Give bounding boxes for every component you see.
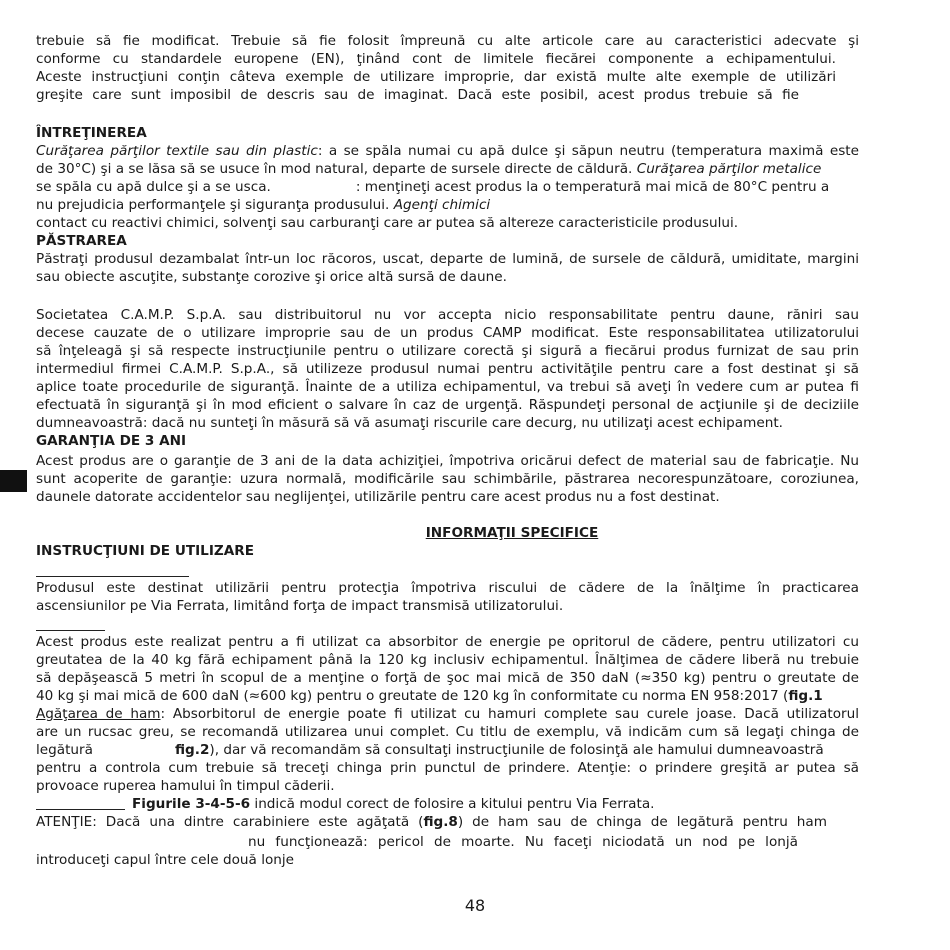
harness-line: are un rucsac greu, se recomandă utilizarea unui complet. Cu titlu de exemplu, vă indicăm cum să legaţi chinga de <box>36 724 859 740</box>
temperature-text: nu prejudicia performanţele şi siguranţa produsului. <box>36 197 390 213</box>
figures-text: indică modul corect de folosire a kitului pentru Via Ferrata. <box>250 796 655 812</box>
maintenance-line <box>36 178 859 196</box>
metal-text: se spăla cu apă dulce şi a se usca. <box>36 179 271 195</box>
liability-line: intermediul firmei C.A.M.P. S.p.A., să utilizeze produsul numai pentru activităţile pentru care a fost destinat şi să <box>36 361 859 377</box>
maintenance-line <box>36 142 859 160</box>
temperature-text: : menţineţi acest produs la o temperatură mai mică de 80°C pentru a <box>355 179 830 195</box>
warranty-line: sunt acoperite de garanţie: uzura normală, modificările sau schimbările, păstrarea necorespunzătoare, coroziunea, <box>36 471 859 487</box>
blank-rule <box>36 576 189 577</box>
warning-text: ATENŢIE: Dacă una dintre carabiniere este agăţată ( <box>36 814 424 830</box>
warranty-heading: GARANŢIA DE 3 ANI <box>36 433 187 449</box>
harness-line: provoace ruperea hamului în timpul căderii. <box>36 778 335 794</box>
absorber-line <box>36 687 859 705</box>
purpose-line: Produsul este destinat utilizării pentru protecţia împotriva riscului de cădere de la înălţime în practicarea <box>36 580 859 596</box>
fig1-ref: fig.1 <box>788 688 823 704</box>
page-number: 48 <box>464 896 486 915</box>
harness-text: ), dar vă recomandăm să consultaţi instrucţiunile de folosinţă ale hamului dumneavoastră <box>209 742 824 758</box>
warning-line: introduceţi capul între cele două lonje <box>36 852 295 868</box>
liability-line: efectuată în siguranţă şi în mod eficient o salvare în caz de urgenţă. Răspundeţi personal de acţiunile şi de deciziile <box>36 397 859 413</box>
textiles-text: : a se spăla numai cu apă dulce şi săpun neutru (temperatura maximă este <box>317 143 859 159</box>
fig8-ref: fig.8 <box>423 814 458 830</box>
textiles-text: de 30°C) şi a se lăsa să se usuce în mod natural, departe de sursele directe de căldură. <box>36 161 633 177</box>
fig2-ref: fig.2 <box>174 742 210 758</box>
absorber-text: 40 kg şi mai mică de 600 daN (≈600 kg) pentru o greutate de 120 kg în conformitate cu norma EN 958:2017 ( <box>36 688 789 704</box>
instructions-heading: INSTRUCŢIUNI DE UTILIZARE <box>36 543 255 559</box>
figures-line <box>132 795 852 813</box>
warning-line <box>36 813 827 831</box>
specific-heading-wrap <box>36 524 950 542</box>
chemicals-text: contact cu reactivi chimici, solvenţi sau carburanţi care ar putea să altereze caracteristicile produsului. <box>36 215 739 231</box>
intro-line: trebuie să fie modificat. Trebuie să fie folosit împreună cu alte articole care au caracteristici adecvate şi <box>36 33 859 49</box>
storage-line: Păstraţi produsul dezambalat într-un loc răcoros, uscat, departe de lumină, de sursele de căldură, umiditate, margini <box>36 251 859 267</box>
warning-line: nu funcţionează: pericol de moarte. Nu faceţi niciodată un nod pe lonjă <box>248 834 798 850</box>
absorber-line: Acest produs este realizat pentru a fi utilizat ca absorbitor de energie pe opritorul de cădere, pentru utilizatori cu <box>36 634 859 650</box>
maintenance-heading: ÎNTREŢINEREA <box>36 125 147 141</box>
liability-line: aplice toate procedurile de siguranţă. Înainte de a utiliza echipamentul, va trebui să aveţi în vedere cum ar putea fi <box>36 379 859 395</box>
intro-line: greşite care sunt imposibil de descris sau de imaginat. Dacă este posibil, acest produs trebuie să fie <box>36 87 799 103</box>
harness-text: legătură <box>36 742 93 758</box>
absorber-line: să depăşească 5 metri în scopul de a menţine o forţă de şoc mai mică de 350 daN (≈350 kg) pentru o greutate de <box>36 670 859 686</box>
storage-heading: PĂSTRAREA <box>36 233 127 249</box>
liability-line: decese cauzate de o utilizare improprie sau de un produs CAMP modificat. Este responsabilitatea utilizatorului <box>36 325 859 341</box>
intro-line: Aceste instrucţiuni conţin câteva exemple de utilizare improprie, dar există multe alte exemple de utilizări <box>36 69 836 85</box>
blank-rule <box>36 630 105 631</box>
liability-line: Societatea C.A.M.P. S.p.A. sau distribuitorul nu vor accepta nicio responsabilitate pentru daune, răniri sau <box>36 307 859 323</box>
metal-label: Curăţarea părţilor metalice <box>636 161 822 177</box>
purpose-line: ascensiunilor pe Via Ferrata, limitând forţa de impact transmisă utilizatorului. <box>36 598 564 614</box>
warning-text: ) de ham sau de chinga de legătură pentru ham <box>457 814 827 830</box>
harness-line: pentru a controla cum trebuie să treceţi chinga prin punctul de prindere. Atenţie: o prindere greşită ar putea să <box>36 760 859 776</box>
intro-line: conforme cu standardele europene (EN), ţinând cont de limitele fiecărei componente a echipamentului. <box>36 51 836 67</box>
specific-info-heading: INFORMAŢII SPECIFICE <box>425 525 599 541</box>
figures-ref: Figurile 3-4-5-6 <box>132 796 251 812</box>
storage-line: sau obiecte ascuţite, substanţe corozive şi orice altă sursă de daune. <box>36 269 507 285</box>
absorber-line: greutatea de la 40 kg fără echipament până la 120 kg inclusiv echipamentul. Înălţimea de cădere liberă nu trebuie <box>36 652 859 668</box>
liability-line: să înţeleagă şi să respecte instrucţiunile pentru o utilizare corectă şi sigură a fiecărui produs furnizat de sau prin <box>36 343 859 359</box>
chemicals-label: Agenţi chimici <box>393 197 491 213</box>
textiles-label: Curăţarea părţilor textile sau din plastic <box>36 143 318 159</box>
harness-text: : Absorbitorul de energie poate fi utilizat cu hamuri complete sau curele joase. Dacă utilizatorul <box>160 706 859 722</box>
harness-label: Agăţarea de ham <box>36 706 161 722</box>
warranty-line: Acest produs are o garanţie de 3 ani de la data achiziţiei, împotriva oricărui defect de material sau de fabricaţie. Nu <box>36 453 859 469</box>
harness-line <box>36 741 859 759</box>
liability-line: dumneavoastră: dacă nu sunteţi în măsură să vă asumaţi riscurile care decurg, nu utilizaţi acest echipament. <box>36 415 783 431</box>
section-tab-marker <box>0 470 27 492</box>
maintenance-line <box>36 160 859 178</box>
blank-rule <box>36 809 125 810</box>
harness-line <box>36 705 859 723</box>
warranty-line: daunele datorate accidentelor sau neglijenţei, utilizările pentru care acest produs nu a fost destinat. <box>36 489 720 505</box>
maintenance-line <box>36 196 859 214</box>
